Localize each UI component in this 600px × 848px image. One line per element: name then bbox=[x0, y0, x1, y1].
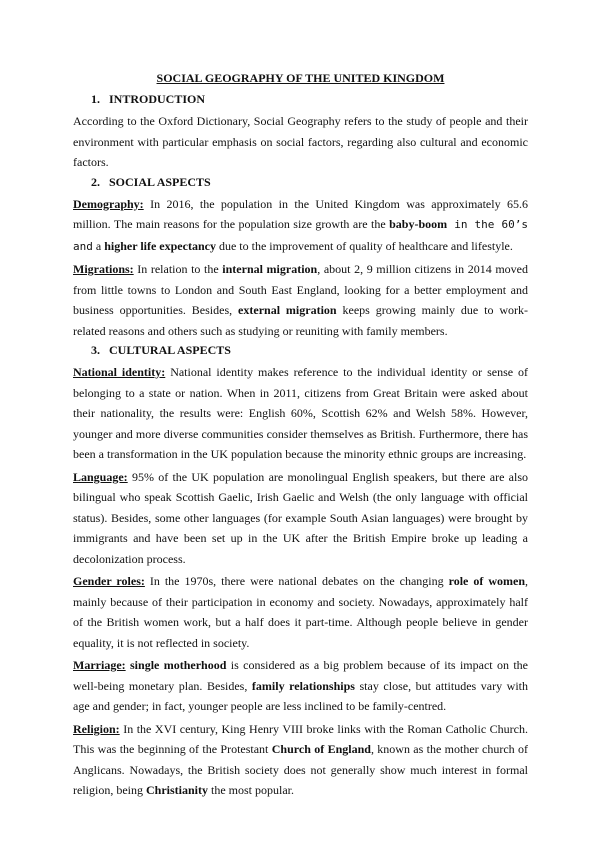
bold-phrase: family relationships bbox=[251, 678, 355, 693]
national-identity-paragraph bbox=[73, 362, 528, 465]
section-heading-introduction bbox=[91, 92, 528, 106]
term-label: National identity: bbox=[73, 365, 166, 379]
term-label: Language: bbox=[73, 469, 128, 484]
paragraph-text: the most popular. bbox=[208, 783, 294, 797]
paragraph-text: , mainly because of their participation in economy and society. Nowadays, approximately half of the British women work, but a half does it part-time. Although people believe in gender equality, it is not reflected in society. bbox=[73, 574, 529, 650]
bold-phrase: role of women bbox=[448, 574, 526, 588]
term-label: Marriage: bbox=[73, 658, 126, 672]
term-label: Migrations: bbox=[73, 262, 134, 276]
section-number: 1. bbox=[91, 92, 100, 106]
bold-phrase: higher life expectancy bbox=[104, 238, 216, 253]
paragraph-text: 95% of the UK population are monolingual English speakers, but there are also bilingual who speak Scottish Gaelic, Irish Gaelic and Welsh (the only language with official status). Besides, some other languages (for example South Asian languages) were brought by immigrants and have been set up in the UK after the British Empire broke up leading a decolonization process. bbox=[73, 469, 528, 566]
paragraph-text: keeps growing mainly due to work-related reasons and others such as studying or reuniting with family members. bbox=[73, 303, 529, 338]
section-heading-social-aspects bbox=[91, 175, 528, 189]
migrations-paragraph bbox=[73, 259, 528, 341]
bold-phrase: Church of England bbox=[271, 742, 371, 756]
paragraph-text: In 2016, the population in the United Kingdom was approximately 65.6 million. The main reasons for the population size growth are the bbox=[73, 196, 528, 231]
paragraph-text: National identity makes reference to the individual identity or sense of belonging to a state or nation. When in 2011, citizens from Great Britain were asked about their nationality, the results were: English 60%, Scottish 62% and Welsh 58%. However, younger and more diverse communities consider themselves as British. Furthermore, there has been a transformation in the UK population because the minority ethnic groups are increasing. bbox=[73, 365, 528, 461]
paragraph-text: due to the improvement of quality of healthcare and lifestyle. bbox=[215, 238, 513, 253]
document-page bbox=[73, 71, 528, 803]
paragraph-text: In relation to the bbox=[133, 262, 223, 276]
term-label: Gender roles: bbox=[73, 574, 145, 588]
section-heading-label: SOCIAL ASPECTS bbox=[109, 174, 211, 189]
religion-paragraph bbox=[73, 719, 528, 801]
term-label: Religion: bbox=[73, 721, 120, 736]
demography-paragraph bbox=[73, 194, 528, 258]
paragraph-text: In the XVI century, King Henry VIII broke links with the Roman Catholic Church. This was the beginning of the Protestant bbox=[73, 721, 528, 756]
paragraph-text: , known as the mother church of Anglicans. Nowadays, the British society does not generally show much interest in formal religion, being bbox=[73, 742, 528, 797]
language-paragraph bbox=[73, 467, 528, 570]
paragraph-text: in the 60’s and bbox=[73, 218, 528, 253]
bold-phrase: single motherhood bbox=[130, 658, 227, 672]
term-label: Demography: bbox=[73, 196, 144, 211]
bold-phrase: external migration bbox=[238, 303, 337, 317]
section-heading-cultural-aspects bbox=[91, 343, 528, 357]
introduction-paragraph bbox=[73, 111, 528, 173]
bold-phrase: baby-boom bbox=[389, 217, 448, 231]
paragraph-text: a bbox=[92, 238, 105, 253]
bold-phrase: internal migration bbox=[222, 262, 318, 276]
document-title: SOCIAL GEOGRAPHY OF THE UNITED KINGDOM bbox=[156, 71, 445, 85]
paragraph-text: , about 2, 9 million citizens in 2014 moved from little towns to London and South East England, looking for a better employment and business opportunities. Besides, bbox=[73, 262, 529, 317]
section-number: 3. bbox=[91, 343, 100, 357]
section-heading-label: CULTURAL ASPECTS bbox=[109, 343, 231, 357]
gender-roles-paragraph bbox=[73, 571, 528, 653]
paragraph-text: In the 1970s, there were national debates on the changing bbox=[144, 574, 449, 588]
marriage-paragraph bbox=[73, 655, 528, 717]
section-number: 2. bbox=[91, 174, 100, 189]
paragraph-text: is considered as a big problem because of its impact on the well-being monetary plan. Besides, bbox=[73, 658, 528, 693]
section-heading-label: INTRODUCTION bbox=[109, 92, 206, 106]
paragraph-text: stay close, but attitudes vary with age and gender; in fact, younger people are less inclined to be family-centred. bbox=[73, 678, 528, 713]
paragraph-text: According to the Oxford Dictionary, Social Geography refers to the study of people and their environment with particular emphasis on social factors, regarding also cultural and economic factors. bbox=[73, 114, 528, 169]
bold-phrase: Christianity bbox=[145, 783, 208, 797]
